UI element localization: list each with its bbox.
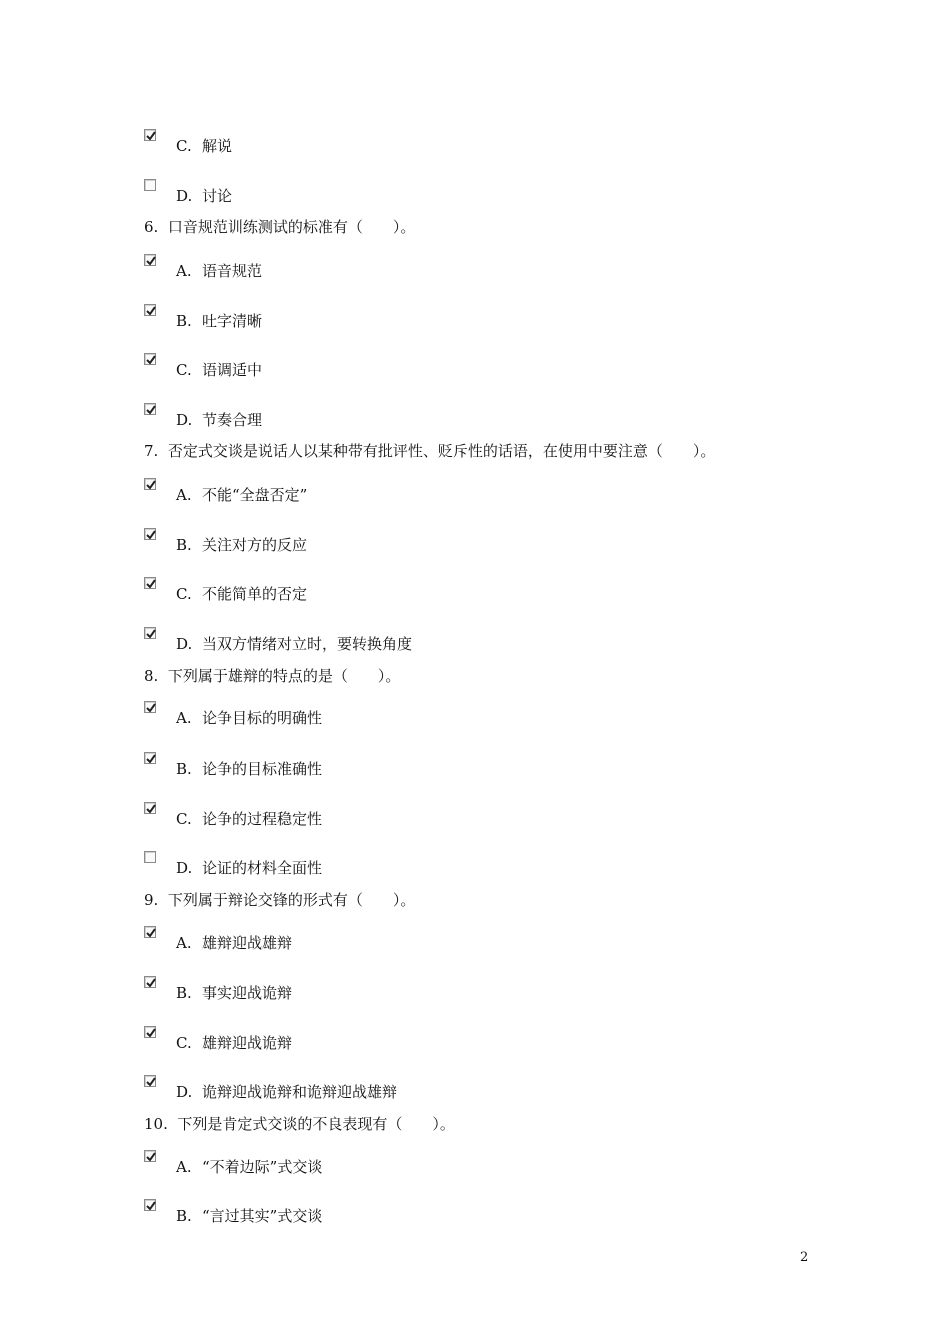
checkmark-icon [145, 1076, 157, 1088]
checkbox-q10-b[interactable] [144, 1199, 156, 1211]
checkmark-icon [145, 305, 157, 317]
option-label: D. 节奏合理 [176, 411, 263, 429]
option-label: B. “言过其实”式交谈 [176, 1207, 323, 1225]
option-label: C. 雄辩迎战诡辩 [176, 1034, 293, 1052]
checkbox-q9-b[interactable] [144, 976, 156, 988]
checkbox-q8-d[interactable] [144, 851, 156, 863]
option-label: A. 雄辩迎战雄辩 [176, 934, 293, 952]
checkbox-q7-d[interactable] [144, 627, 156, 639]
option-label: B. 关注对方的反应 [176, 536, 308, 554]
checkmark-icon [145, 529, 157, 541]
checkmark-icon [145, 1200, 157, 1212]
checkbox-q7-a[interactable] [144, 478, 156, 490]
option-label: A. “不着边际”式交谈 [176, 1158, 323, 1176]
option-label: A. 不能“全盘否定” [176, 486, 308, 504]
option-label: A. 语音规范 [176, 262, 263, 280]
checkbox-q10-a[interactable] [144, 1150, 156, 1162]
option-label: B. 论争的目标准确性 [176, 760, 323, 778]
checkbox-q9-c[interactable] [144, 1026, 156, 1038]
checkbox-q9-a[interactable] [144, 926, 156, 938]
checkbox-q8-c[interactable] [144, 802, 156, 814]
checkbox-prev-d[interactable] [144, 179, 156, 191]
option-label: B. 事实迎战诡辩 [176, 984, 293, 1002]
checkmark-icon [145, 803, 157, 815]
checkbox-q7-c[interactable] [144, 577, 156, 589]
option-label: C. 论争的过程稳定性 [176, 810, 323, 828]
checkmark-icon [145, 753, 157, 765]
checkmark-icon [145, 927, 157, 939]
option-label: D. 讨论 [176, 187, 233, 205]
option-label: B. 吐字清晰 [176, 312, 263, 330]
checkbox-q6-a[interactable] [144, 254, 156, 266]
option-label: C. 语调适中 [176, 361, 263, 379]
question-10-text: 10. 下列是肯定式交谈的不良表现有（ ）。 [144, 1115, 455, 1133]
checkmark-icon [145, 130, 157, 142]
checkmark-icon [145, 1027, 157, 1039]
checkbox-q9-d[interactable] [144, 1075, 156, 1087]
checkbox-q6-c[interactable] [144, 353, 156, 365]
option-label: D. 诡辩迎战诡辩和诡辩迎战雄辩 [176, 1083, 398, 1101]
option-label: D. 当双方情绪对立时，要转换角度 [176, 635, 413, 653]
checkbox-q6-d[interactable] [144, 403, 156, 415]
option-label: C. 解说 [176, 137, 233, 155]
checkmark-icon [145, 977, 157, 989]
question-7-text: 7. 否定式交谈是说话人以某种带有批评性、贬斥性的话语，在使用中要注意（ ）。 [144, 442, 716, 460]
checkmark-icon [145, 354, 157, 366]
checkmark-icon [145, 479, 157, 491]
page-number: 2 [800, 1250, 809, 1265]
checkbox-prev-c[interactable] [144, 129, 156, 141]
checkmark-icon [145, 628, 157, 640]
question-6-text: 6. 口音规范训练测试的标准有（ ）。 [144, 218, 416, 236]
option-label: A. 论争目标的明确性 [176, 709, 323, 727]
checkmark-icon [145, 578, 157, 590]
checkmark-icon [145, 702, 157, 714]
checkbox-q6-b[interactable] [144, 304, 156, 316]
checkbox-q8-b[interactable] [144, 752, 156, 764]
question-9-text: 9. 下列属于辩论交锋的形式有（ ）。 [144, 891, 416, 909]
checkmark-icon [145, 404, 157, 416]
question-8-text: 8. 下列属于雄辩的特点的是（ ）。 [144, 667, 401, 685]
option-label: D. 论证的材料全面性 [176, 859, 323, 877]
checkbox-q8-a[interactable] [144, 701, 156, 713]
checkmark-icon [145, 255, 157, 267]
checkmark-icon [145, 1151, 157, 1163]
option-label: C. 不能简单的否定 [176, 585, 308, 603]
checkbox-q7-b[interactable] [144, 528, 156, 540]
